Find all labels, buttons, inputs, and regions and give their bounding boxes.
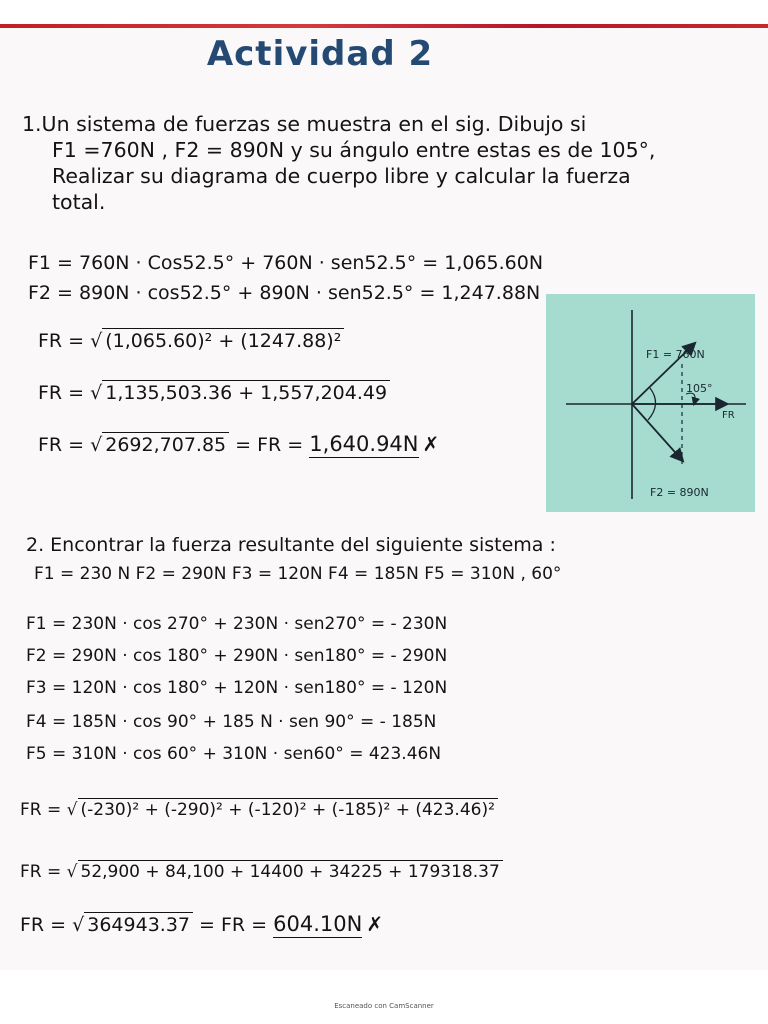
fr-label: FR =: [20, 862, 62, 882]
problem1-resultant-step-1: [38, 328, 344, 352]
problem1-resultant-step-2: [38, 380, 390, 404]
fr-label: FR =: [38, 330, 85, 352]
problem1-result: 1,640.94N: [309, 432, 419, 456]
scanner-footer: Escaneado con CamScanner: [334, 1002, 434, 1010]
problem2-equation-f5: F5 = 310N · cos 60° + 310N · sen60° = 423.46N: [26, 744, 442, 764]
problem2-equation-f1: F1 = 230N · cos 270° + 230N · sen270° = - 230N: [26, 614, 448, 634]
radicand: 364943.37: [84, 912, 193, 936]
problem2-given-forces: F1 = 230 N F2 = 290N F3 = 120N F4 = 185N F5 = 310N , 60°: [34, 564, 562, 584]
page-title: Actividad 2: [206, 34, 434, 74]
problem1-statement-line-1: 1.Un sistema de fuerzas se muestra en el sig. Dibujo si: [22, 112, 587, 136]
problem1-statement-line-3: Realizar su diagrama de cuerpo libre y calcular la fuerza: [52, 164, 631, 188]
f2-vector: [632, 404, 682, 460]
radicand: 52,900 + 84,100 + 14400 + 34225 + 179318.37: [78, 860, 503, 882]
sqrt-symbol: √: [66, 862, 78, 882]
sqrt-symbol: √: [90, 330, 103, 352]
fr-label: FR =: [38, 434, 85, 456]
problem2-equation-f3: F3 = 120N · cos 180° + 120N · sen180° = - 120N: [26, 678, 448, 698]
problem2-result: 604.10N: [273, 912, 363, 936]
angle-label: 105°: [686, 382, 713, 395]
radicand: (-230)² + (-290)² + (-120)² + (-185)² + (423.46)²: [78, 798, 498, 820]
scanned-page: [0, 28, 768, 970]
problem2-resultant-step-2: [20, 860, 503, 882]
f2-label: F2 = 890N: [650, 486, 709, 499]
problem1-statement-line-4: total.: [52, 190, 106, 214]
problem1-equation-f2: F2 = 890N · cos52.5° + 890N · sen52.5° = 1,247.88N: [28, 282, 541, 304]
fr-label: FR =: [20, 914, 67, 936]
problem1-equation-f1: F1 = 760N · Cos52.5° + 760N · sen52.5° = 1,065.60N: [28, 252, 544, 274]
sqrt-symbol: √: [66, 800, 78, 820]
fr-label: FR =: [20, 800, 62, 820]
check-mark-icon: ✗: [422, 432, 440, 456]
sqrt-symbol: √: [90, 382, 103, 404]
free-body-diagram: [546, 294, 755, 512]
problem1-resultant-step-3: [38, 432, 439, 456]
problem2-equation-f2: F2 = 290N · cos 180° + 290N · sen180° = - 290N: [26, 646, 448, 666]
problem2-resultant-step-1: [20, 798, 498, 820]
f1-label: F1 = 760N: [646, 348, 705, 361]
sqrt-symbol: √: [90, 434, 103, 456]
radicand: (1,065.60)² + (1247.88)²: [102, 328, 344, 352]
problem2-resultant-step-3: [20, 912, 383, 936]
problem1-statement-line-2: F1 =760N , F2 = 890N y su ángulo entre estas es de 105°,: [52, 138, 656, 162]
problem2-equation-f4: F4 = 185N · cos 90° + 185 N · sen 90° = - 185N: [26, 712, 437, 732]
fr-label: FR =: [38, 382, 85, 404]
radicand: 2692,707.85: [102, 432, 229, 456]
fr-equals: = FR =: [235, 434, 304, 456]
diagram-svg: [546, 294, 755, 512]
check-mark-icon: ✗: [366, 912, 384, 936]
fr-equals: = FR =: [199, 914, 268, 936]
problem2-statement: 2. Encontrar la fuerza resultante del siguiente sistema :: [26, 534, 556, 556]
sqrt-symbol: √: [72, 914, 85, 936]
radicand: 1,135,503.36 + 1,557,204.49: [102, 380, 390, 404]
fr-label: FR: [722, 410, 735, 421]
